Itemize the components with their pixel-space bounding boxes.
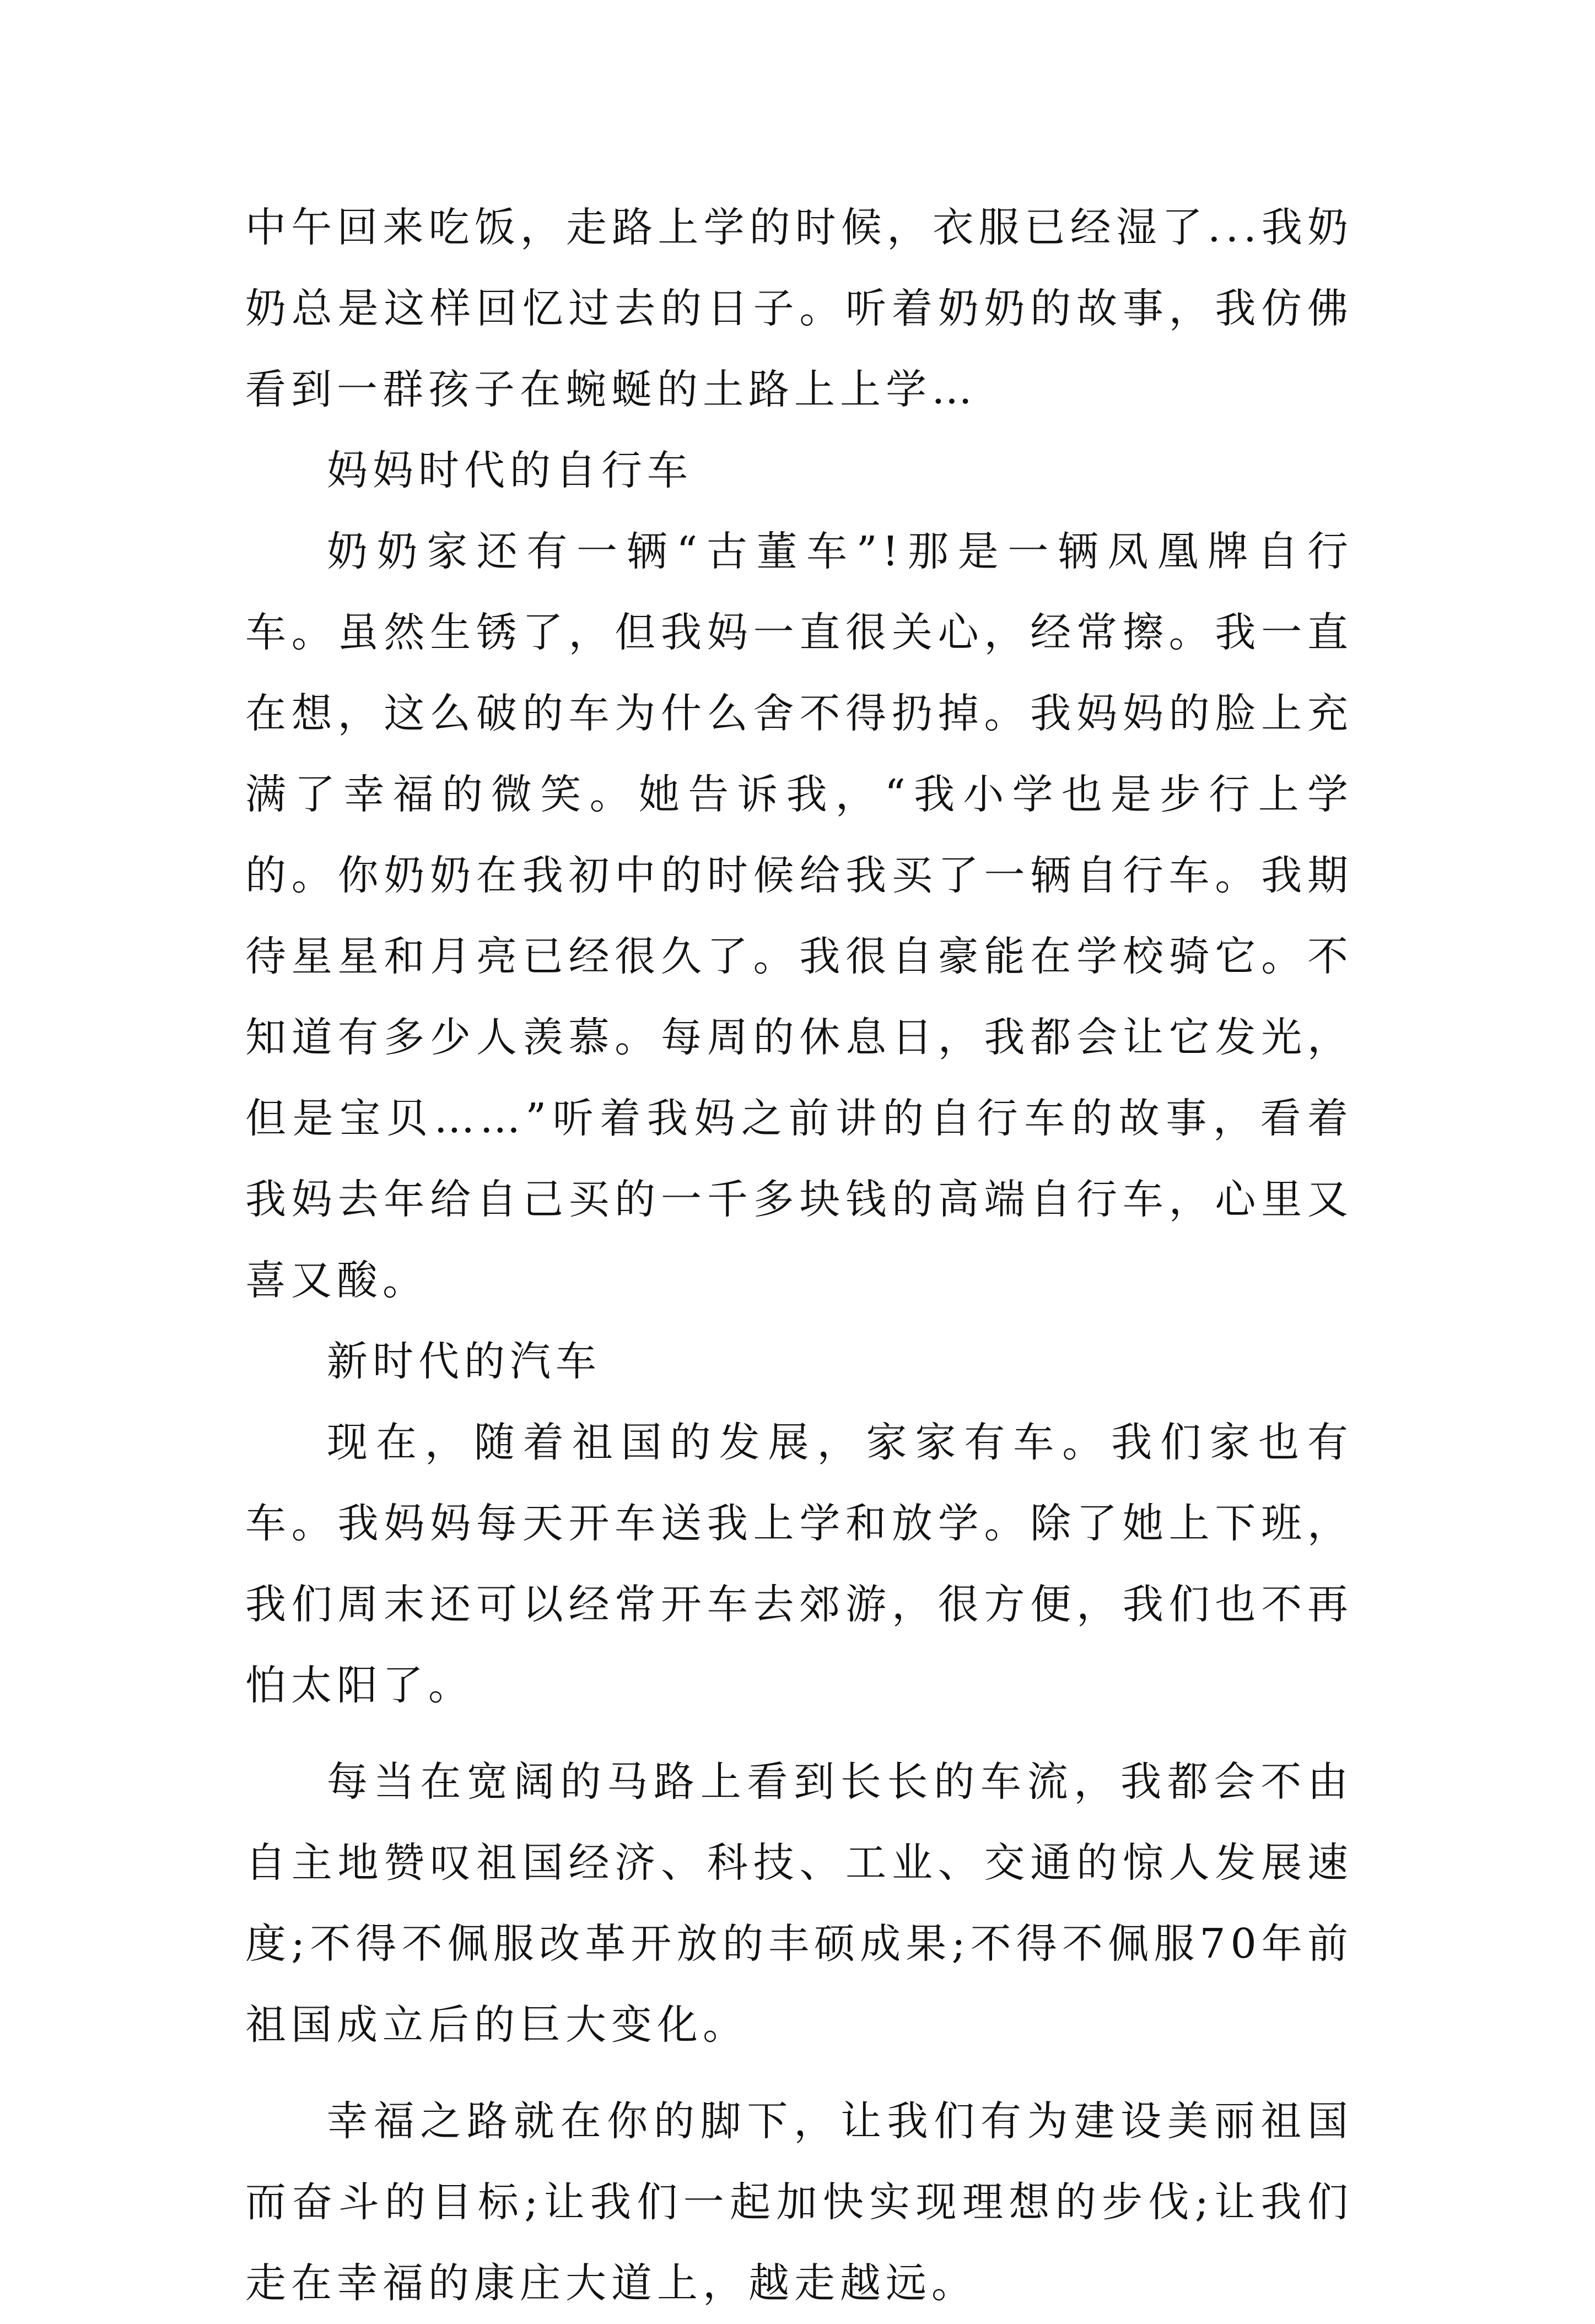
heading-new-era-car: 新时代的汽车 <box>327 1338 601 1385</box>
document-body <box>245 187 1353 2324</box>
paragraph-happiness-road: 幸福之路就在你的脚下，让我们有为建设美丽祖国而奋斗的目标;让我们一起加快实现理想的步伐;让我们走在幸福的康庄大道上，越走越远。 <box>245 2098 1353 2307</box>
paragraph-bicycle-story: 奶奶家还有一辆“古董车”!那是一辆凤凰牌自行车。虽然生锈了，但我妈一直很关心，经常擦。我一直在想，这么破的车为什么舍不得扔掉。我妈妈的脸上充满了幸福的微笑。她告诉我，“我小学也是步行上学的。你奶奶在我初中的时候给我买了一辆自行车。我期待星星和月亮已经很久了。我很自豪能在学校骑它。不知道有多少人羡慕。每周的休息日，我都会让它发光，但是宝贝……”听着我妈之前讲的自行车的故事，看着我妈去年给自己买的一千多块钱的高端自行车，心里又喜又酸。 <box>245 528 1353 1304</box>
paragraph-family-car: 现在，随着祖国的发展，家家有车。我们家也有车。我妈妈每天开车送我上学和放学。除了她上下班，我们周末还可以经常开车去郊游，很方便，我们也不再怕太阳了。 <box>245 1419 1353 1709</box>
heading-mom-bicycle: 妈妈时代的自行车 <box>327 447 693 494</box>
paragraph-grandma-memory: 中午回来吃饭，走路上学的时候，衣服已经湿了...我奶奶总是这样回忆过去的日子。听着奶奶的故事，我仿佛看到一群孩子在蜿蜒的土路上上学… <box>245 204 1353 413</box>
paragraph-traffic-praise: 每当在宽阔的马路上看到长长的车流，我都会不由自主地赞叹祖国经济、科技、工业、交通的惊人发展速度;不得不佩服改革开放的丰硕成果;不得不佩服70年前祖国成立后的巨大变化。 <box>245 1758 1353 2049</box>
